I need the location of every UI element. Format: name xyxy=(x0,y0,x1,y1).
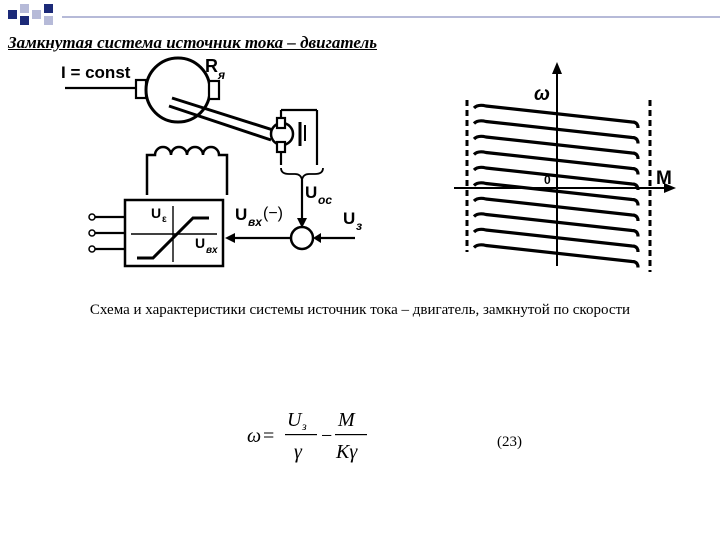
u-reference-sub: з xyxy=(356,219,363,233)
header-square xyxy=(44,4,53,13)
box-u-in-sub: вх xyxy=(206,245,218,256)
formula-lhs: ω xyxy=(247,425,262,447)
converter-block xyxy=(125,200,223,266)
u-reference-label: U xyxy=(343,209,356,228)
header-square xyxy=(32,10,41,19)
motor-brush-right xyxy=(209,81,219,99)
sign-label: (−) xyxy=(263,205,283,222)
header-square xyxy=(8,10,17,19)
origin-label: 0 xyxy=(544,173,551,187)
resistance-sub: я xyxy=(218,68,226,82)
formula-num1: U xyxy=(287,409,302,431)
u-feedback-sub: ос xyxy=(318,193,333,207)
formula-minus: − xyxy=(321,425,333,447)
torque-label: M xyxy=(656,168,672,189)
feedback-brace xyxy=(281,168,323,180)
header-line xyxy=(62,16,720,18)
motor-armature xyxy=(146,58,210,122)
omega-label: ω xyxy=(534,84,550,105)
formula-equals: = xyxy=(263,425,275,447)
summing-junction xyxy=(291,227,313,249)
circuit-scheme xyxy=(55,50,395,275)
motor-brush-left xyxy=(136,80,146,98)
equation-number: (23) xyxy=(497,434,522,450)
header-square xyxy=(20,16,29,25)
u-input-sub: вх xyxy=(248,215,262,229)
header-square xyxy=(20,4,29,13)
figure-caption: Схема и характеристики системы источник тока – двигатель, замкнутой по скорости xyxy=(89,302,631,318)
header-decoration xyxy=(0,0,720,30)
formula-den1: γ xyxy=(294,441,302,463)
current-label: I = const xyxy=(61,63,131,82)
speed-formula xyxy=(245,402,375,472)
header-square xyxy=(44,16,53,25)
formula-den2: Kγ xyxy=(336,441,358,463)
field-winding xyxy=(147,147,227,195)
slide-title: Замкнутая система источник тока – двигатель xyxy=(8,33,377,52)
formula-num1-sub: з xyxy=(302,419,307,433)
fraction-bar-1 xyxy=(285,434,317,435)
u-e-sub: ε xyxy=(162,214,167,225)
fraction-bar-2 xyxy=(335,434,367,435)
u-feedback-label: U xyxy=(305,183,318,202)
speed-torque-characteristics xyxy=(450,60,690,275)
u-e-label: U xyxy=(151,205,162,221)
box-u-in-label: U xyxy=(195,235,206,251)
u-input-label: U xyxy=(235,205,248,224)
formula-num2: M xyxy=(338,409,355,431)
resistance-label: R xyxy=(205,56,218,76)
